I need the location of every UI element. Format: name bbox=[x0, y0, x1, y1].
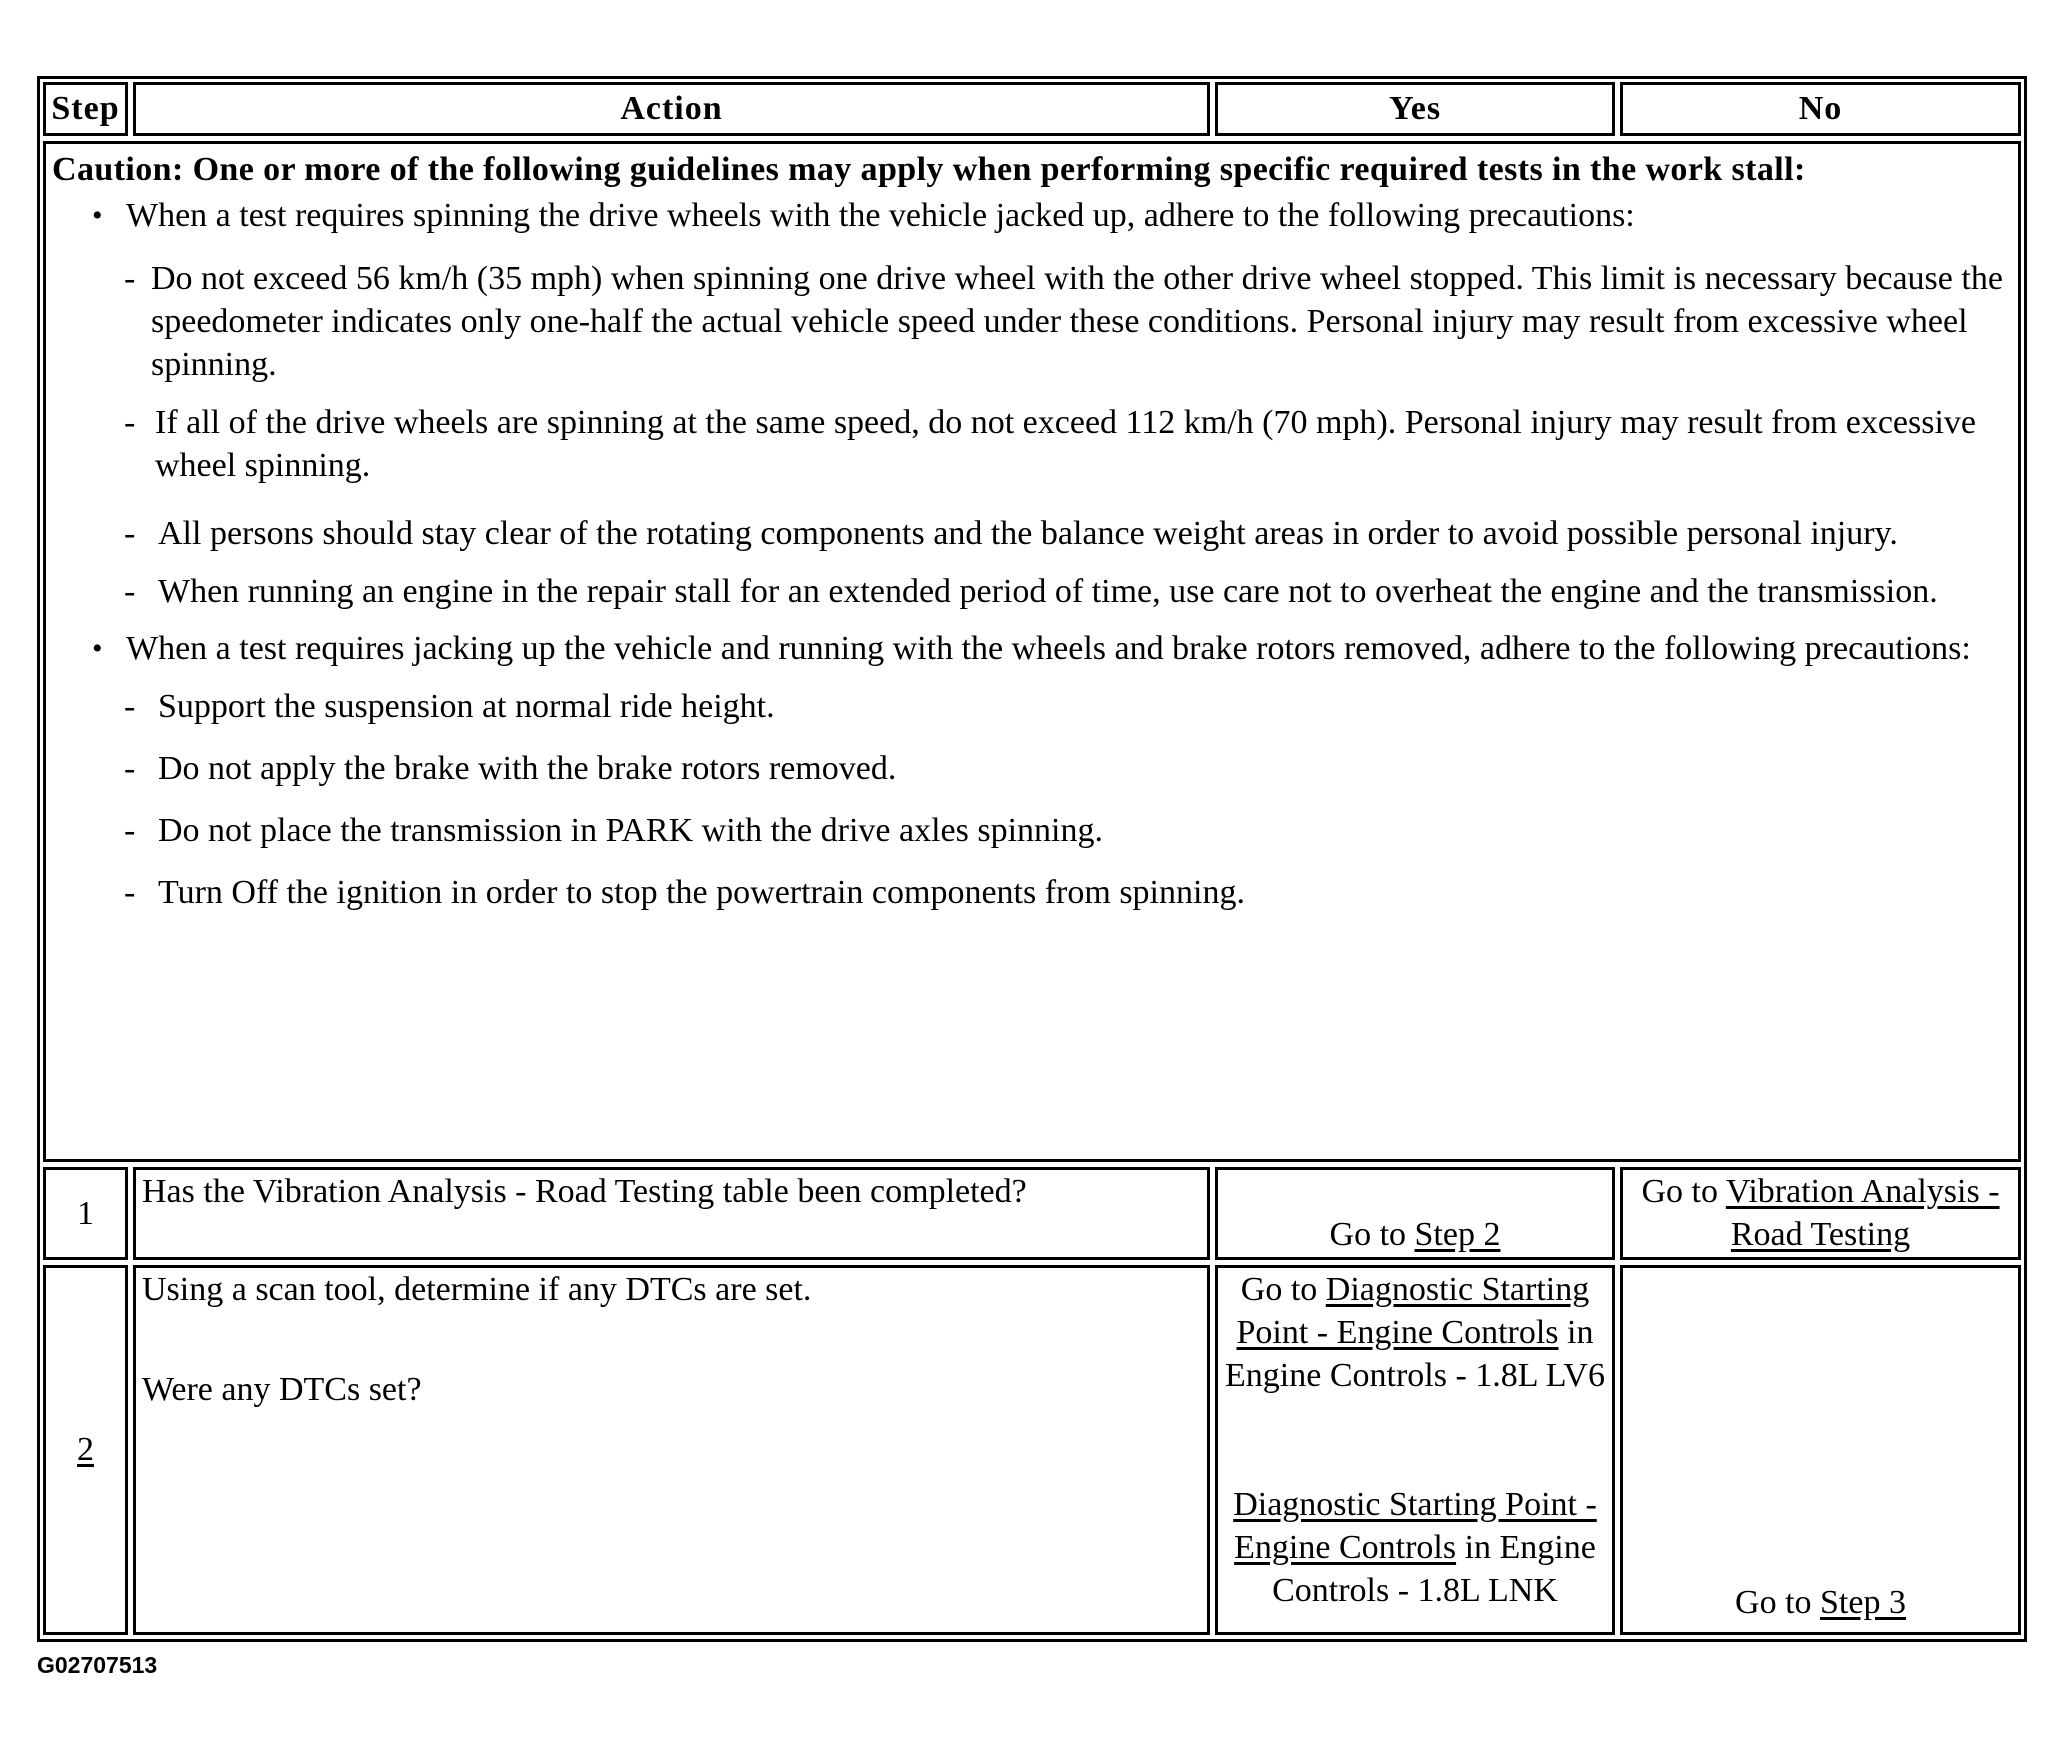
caution-title: Caution: One or more of the following guidelines may apply when performing specific required tests in the work stall: bbox=[52, 151, 1806, 188]
row-2-action-line-2: Were any DTCs set? bbox=[142, 1371, 422, 1408]
caution-subitem-text: Do not exceed 56 km/h (35 mph) when spinning one drive wheel with the other drive wheel stopped. This limit is necessary because the speedometer indicates only one-half the actual vehicle speed under these conditions. Personal injury may result from excessive wheel spinning. bbox=[151, 260, 2003, 383]
row-2-yes-prefix: Go to bbox=[1240, 1271, 1326, 1308]
dash-icon: - bbox=[124, 688, 136, 725]
header-no: No bbox=[1620, 82, 2021, 136]
caution-bullet bbox=[92, 627, 1986, 670]
row-2-yes bbox=[1215, 1265, 1615, 1635]
dash-icon: - bbox=[124, 874, 136, 911]
caution-subitem-text: Do not apply the brake with the brake rotors removed. bbox=[158, 750, 897, 787]
link-step-3[interactable]: Step 3 bbox=[1820, 1584, 1906, 1621]
caution-subitem bbox=[124, 570, 1968, 613]
row-1-yes bbox=[1215, 1167, 1615, 1260]
caution-subitem-text: Support the suspension at normal ride height. bbox=[158, 688, 775, 725]
caution-subitem-text: Do not place the transmission in PARK with the drive axles spinning. bbox=[158, 812, 1103, 849]
header-step: Step bbox=[43, 82, 128, 136]
caution-subitem bbox=[124, 809, 2010, 852]
row-2-yes-block-2 bbox=[1221, 1483, 1609, 1612]
caution-bullet-text: When a test requires jacking up the vehicle and running with the wheels and brake rotors removed, adhere to the following precautions: bbox=[126, 630, 1971, 667]
dash-icon: - bbox=[124, 260, 136, 297]
caution-subitem bbox=[124, 871, 2010, 914]
row-2-action-line-1: Using a scan tool, determine if any DTCs are set. bbox=[142, 1271, 812, 1308]
row-2-yes-suffix-2: in Engine Controls - 1.8L LNK bbox=[1272, 1529, 1596, 1609]
caution-subitem bbox=[124, 747, 2010, 790]
row-1-action: Has the Vibration Analysis - Road Testing table been completed? bbox=[133, 1167, 1210, 1260]
dash-icon: - bbox=[124, 515, 136, 552]
caution-bullet bbox=[92, 194, 2010, 237]
bullet-icon: • bbox=[92, 199, 103, 232]
row-2-step bbox=[43, 1265, 128, 1635]
figure-id: G02707513 bbox=[37, 1652, 158, 1678]
bullet-icon: • bbox=[92, 632, 103, 665]
row-2-action bbox=[133, 1265, 1210, 1635]
caution-subitem-text: Turn Off the ignition in order to stop the powertrain components from spinning. bbox=[158, 874, 1245, 911]
row-1-step: 1 bbox=[43, 1167, 128, 1260]
row-2-yes-block-1 bbox=[1221, 1268, 1609, 1483]
row-2-no-prefix: Go to bbox=[1735, 1584, 1821, 1621]
link-diagnostic-starting-point-lnk[interactable]: Diagnostic Starting Point - Engine Controls bbox=[1233, 1486, 1597, 1566]
caution-subitem bbox=[124, 401, 2015, 487]
caution-block bbox=[43, 141, 2021, 1162]
link-diagnostic-starting-point-lv6[interactable]: Diagnostic Starting Point - Engine Controls bbox=[1236, 1271, 1590, 1351]
header-yes: Yes bbox=[1215, 82, 1615, 136]
dash-icon: - bbox=[124, 750, 136, 787]
caution-subitem-text: If all of the drive wheels are spinning at the same speed, do not exceed 112 km/h (70 mph). Personal injury may result from excessive wheel spinning. bbox=[155, 404, 1977, 484]
row-2-yes-suffix-1: in Engine Controls - 1.8L LV6 bbox=[1225, 1314, 1605, 1394]
caution-subitem-text: When running an engine in the repair stall for an extended period of time, use care not to overheat the engine and the transmission. bbox=[158, 573, 1938, 610]
link-vibration-analysis-road-testing[interactable]: Vibration Analysis - Road Testing bbox=[1725, 1173, 2000, 1253]
link-step-2-anchor[interactable]: 2 bbox=[77, 1431, 94, 1468]
row-2-no bbox=[1620, 1265, 2021, 1635]
caution-subitem bbox=[124, 257, 2011, 386]
row-1-yes-prefix: Go to bbox=[1329, 1216, 1415, 1253]
caution-bullet-text: When a test requires spinning the drive wheels with the vehicle jacked up, adhere to the following precautions: bbox=[126, 197, 1635, 234]
row-1-no bbox=[1620, 1167, 2021, 1260]
caution-subitem-text: All persons should stay clear of the rotating components and the balance weight areas in order to avoid possible personal injury. bbox=[158, 515, 1898, 552]
dash-icon: - bbox=[124, 812, 136, 849]
caution-subitem bbox=[124, 512, 1968, 555]
row-1-no-prefix: Go to bbox=[1641, 1173, 1726, 1210]
dash-icon: - bbox=[124, 573, 136, 610]
caution-subitem bbox=[124, 685, 2010, 728]
link-step-2[interactable]: Step 2 bbox=[1414, 1216, 1501, 1253]
dash-icon: - bbox=[124, 404, 136, 441]
header-action: Action bbox=[133, 82, 1210, 136]
